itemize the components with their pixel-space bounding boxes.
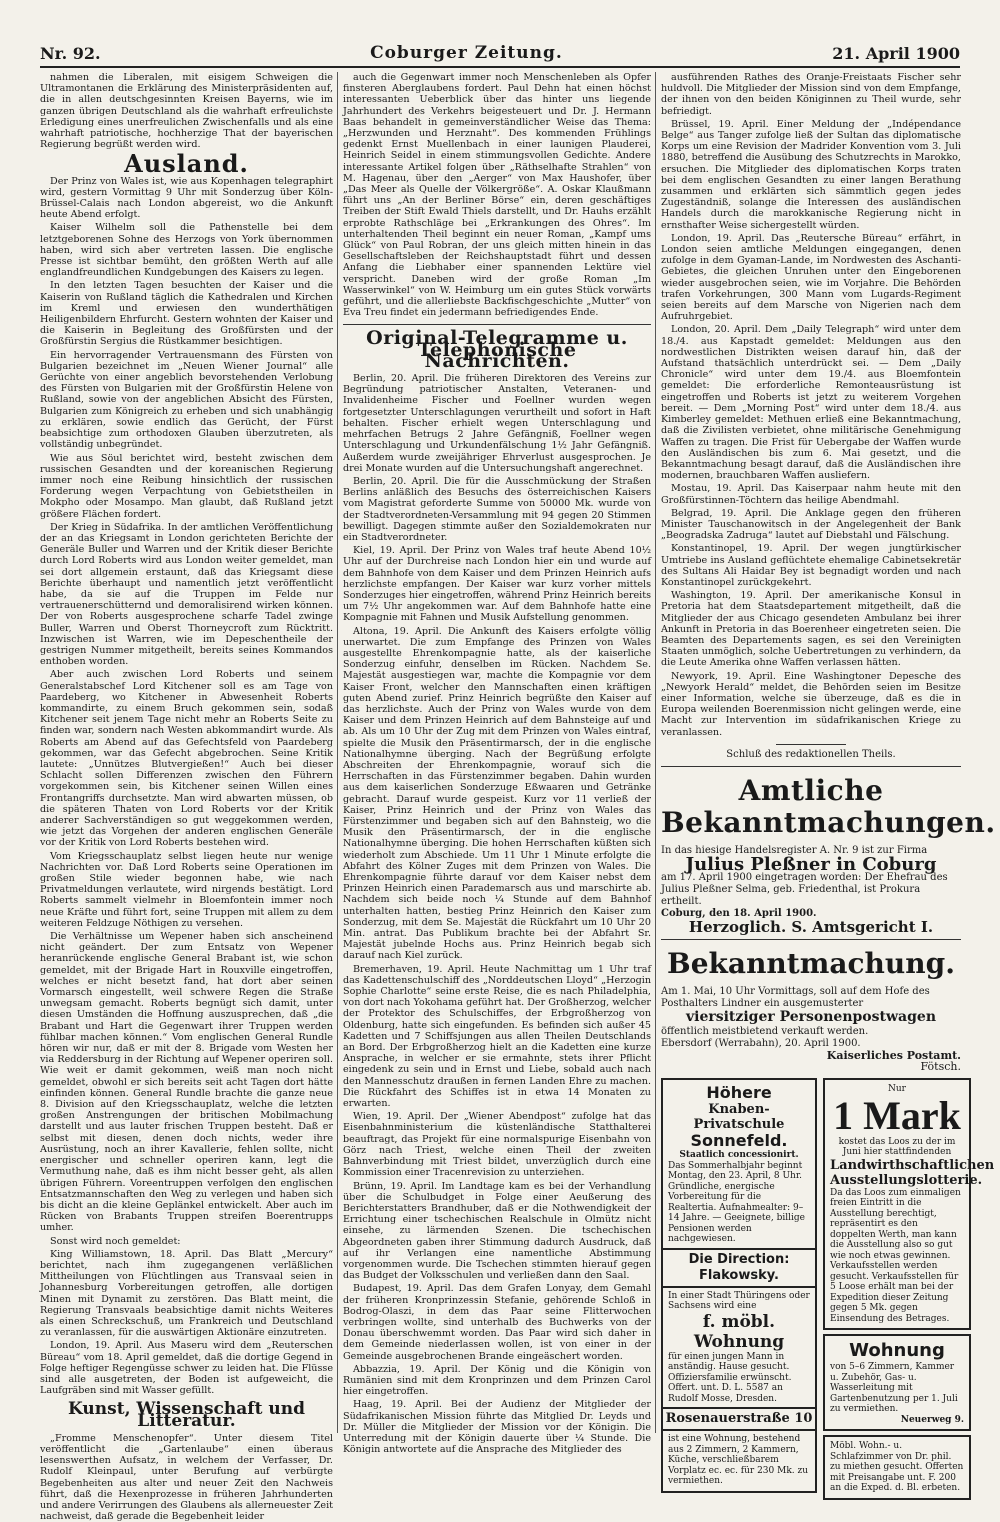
telegram-item: London, 20. April. Dem „Daily Telegraph“ wird unter dem 18./4. aus Kapstadt gemeldet: Meldungen aus den nordwestlichen Distrikten weisen darauf hin, daß der Aufstand thatsächlich unterdrückt sei. — Dem „Daily Chronicle“ wird unter dem 19./4. aus Bloemfontein gemeldet: Die erforderliche Remonteausrüstung ist eingetroffen und Roberts ist jetzt zu weiterem Vorgehen bereit. — Dem „Morning Post“ wird unter dem 18./4. aus Kimberley gemeldet: Methuen erließ eine Bekanntmachung, daß die Zivilisten verbietet, ohne militärische Genehmigung Waffen zu tragen. Die Frist für Uebergabe der Waffen wurde den Ausländischen bis zum 6. Mai gesetzt, und die Bekanntmachung besagt darauf, daß die Ausländischen ihre modernen, brauchbaren Waffen ausliefern. [661, 324, 961, 482]
firm-name: Julius Pleßner in Coburg [685, 853, 937, 875]
telegram-item: Brünn, 19. April. Im Landtage kam es bei der Verhandlung über die Schulbudget in Folge einer Aeußerung des Berichterstatters Brandhuber, daß er die Nothwendigkeit der Errichtung einer tschechischen Realschule in Olmütz nicht einsehe, zu lärmenden Szenen. Die tschechischen Abgeordneten gaben ihrer Stimmung dadurch Ausdruck, daß auf ihr Verlangen eine namentliche Abstimmung vorgenommen wurde. Die Tschechen stimmten hierauf gegen das Budget der Volksschulen und verließen dann den Saal. [343, 1180, 651, 1282]
room-wanted-ad [823, 1435, 971, 1500]
auction-item: viersitziger Personenpostwagen [685, 1009, 936, 1026]
section-heading-amtliche: Amtliche Bekanntmachungen. [661, 773, 996, 839]
column-1 [40, 72, 333, 1522]
telegram-item: Bremerhaven, 19. April. Heute Nachmittag um 1 Uhr traf das Kadettenschulschiff des „Norddeutschen Lloyd“ „Herzogin Sophie Charlotte“ seine erste Reise, die es nach Philadelphia, von dort nach Yokohama geführt hat. Der Großherzog, welcher der Protektor des Schulschiffes, der Erbgroßherzog von Oldenburg, hatte sich eingefunden. Es befinden sich außer 45 Kadetten und 7 Schiffsjungen aus allen Theilen Deutschlands an Bord. Der Erbgroßherzog hielt an die Kadetten eine kurze Ansprache, in welcher er sie ermahnte, stets ihrer Pflicht eingedenk zu sein und in Ernst und Liebe, sobald auch nach den Mannesschutz draußen in fernen Landen Ehre zu machen. Die Rückfahrt des Schiffes ist in etwa 14 Monaten zu erwarten. [343, 963, 651, 1110]
telegram-item: Haag, 19. April. Bei der Audienz der Mitglieder der Südafrikanischen Mission führte das Mitglied Dr. Leyds und Dr. Müller die Mitglieder der Mission vor der Königin. Die Unterredung mit der Königin dauerte über ¼ Stunde. Die Königin antwortete auf die Ansprache des Mitglieder des [343, 1399, 651, 1456]
ad-title: Knaben-Privatschule [693, 1102, 785, 1132]
ad-body: von 5–6 Zimmern, Kammer u. Zubehör, Gas- u. Wasserleitung mit Gartenbenutzung per 1. Juli zu vermiethen. [830, 1362, 958, 1414]
notice-text: Am 1. Mai, 10 Uhr Vormittags, soll auf dem Hofe des Posthalters Lindner ein ausgemusterter [661, 986, 930, 1010]
notice-date: Ebersdorf (Werrabahn), 20. April 1900. [661, 1037, 861, 1049]
column-divider [655, 72, 656, 1433]
ad-title: Landwirthschaftlichen Ausstellungslotterie. [830, 1157, 995, 1188]
article-paragraph: Der Krieg in Südafrika. In der amtlichen Veröffentlichung der an das Kriegsamt in London gerichteten Berichte der Generäle Buller und Warren und der Kritik dieser Berichte durch Lord Roberts wird aus London weiter gemeldet, man sei dort allgemein erstaunt, daß das Kriegsamt diese Berichte überhaupt und namentlich jetzt veröffentlicht habe, da sie auf die Truppen im Felde nur vertrauenerschütternd und demoralisirend wirken können. Der von Roberts ausgesprochene scharfe Tadel zwinge Buller, Warren und Oberst Thorneycroft zum Rücktritt. Inzwischen ist Warren, wie im Depeschentheile der gestrigen Nummer mitgetheilt, bereits seines Kommandos enthoben worden. [40, 521, 333, 668]
ad-body: für einen jungen Mann in anständig. Hause gesucht. Offiziersfamilie erwünscht. Offert. unt. D. L. 5587 an Rudolf Mosse, Dresden. [668, 1351, 792, 1404]
article-paragraph: Sonst wird noch gemeldet: [50, 1235, 181, 1247]
newspaper-title: Coburger Zeitung. [370, 43, 563, 63]
article-paragraph: nahmen die Liberalen, mit eisigem Schweigen die Ultramontanen die Erklärung des Ministerpräsidenten auf, die in allen deutschgesinnten Kreisen Bayerns, wie im ganzen übrigen Deutschland als die wahrhaft erfreulichste Erledigung eines unerfreulichen Zwischenfalls und als eine wahrhaft patriotische, hochherzige That der bayerischen Regierung begrüßt werden wird. [40, 72, 333, 151]
lottery-ad [823, 1078, 995, 1330]
section-heading-bekanntmachung: Bekanntmachung. [667, 947, 955, 981]
editorial-end-note: Schluß des redaktionellen Theils. [661, 744, 961, 760]
ad-subtitle: Staatlich concessionirt. [679, 1150, 799, 1160]
section-heading-kunst: Kunst, Wissenschaft und Litteratur. [68, 1399, 305, 1431]
article-paragraph: auch die Gegenwart immer noch Menschenleben als Opfer finsteren Aberglaubens fordert. Paul Dehn hat einen höchst interessanten Ueberblick über das hinter uns liegende Jahrhundert des Verkehrs beigesteuert und Dr. J. Hermann Baas behandelt in gemeinverständlicher Weise das Thema: „Herzwunden und Herznaht“. Des kommenden Frühlings gedenkt Ernst Muellenbach in einer launigen Plauderei, Heinrich Seidel in einem stimmungsvollen Gedichte. Andere interessante Artikel folgen über „Räthselhafte Strahlen“ von M. Hagenau, über den „Aerger“ von Max Haushofer, über „Das Meer als Quelle der Völkergröße“. A. Oskar Klaußmann führt uns „An der Berliner Börse“ ein, deren geschäftiges Treiben der Stift Ewald Thiels darstellt, und Dr. Hauhs erzählt erprobte Rathschläge bei „Erkrankungen des Ohres“. Im unterhaltenden Theil beginnt ein neuer Roman, „Kampf ums Glück“ von Paul Robran, der uns gleich mitten hinein in das Gesellschaftsleben der Reichshauptstadt führt und dessen Anfang die Liebhaber einer spannenden Lektüre viel verspricht. Daneben wird der große Roman „Im Wasserwinkel“ von W. Heimburg um ein gutes Stück vorwärts geführt, und die allerliebste Backfischgeschichte „Mutter“ von Eva Treu findet ein jedermann befriedigendes Ende. [343, 72, 651, 319]
notice-text: öffentlich meistbietend verkauft werden. [661, 1025, 869, 1037]
ad-price: 1 Mark [833, 1092, 961, 1138]
column-3 [661, 72, 996, 1493]
telegram-item: Konstantinopel, 19. April. Der wegen jungtürkischer Umtriebe ins Ausland geflüchtete ehemalige Cabinetsekretär des Sultans Ali Haidar Bey ist begnadigt worden und nach Konstantinopel zurückgekehrt. [661, 543, 961, 588]
article-paragraph: Aber auch zwischen Lord Roberts und seinem Generalstabschef Lord Kitchener soll es am Tage von Paardeberg, wo Kitchener in Abwesenheit Roberts kommandirte, zu einem Bruch gekommen sein, sodaß Kitchener seit jenem Tage nicht mehr an Roberts Seite zu finden war, sondern nach Westen abkommandirt wurde. Als Roberts am Abend auf das Gefechtsfeld von Paardeberg gekommen, war das Gefecht abgebrochen. Seine Kritik lautete: „Unnützes Blutvergießen!“ Auch bei dieser Schlacht sollen Differenzen zwischen den Führern vorgekommen sein, bis Kitchener seinen Willen eines Frontangriffs durchsetzte. Man wird abwarten müssen, ob die späteren Thaten von Lord Roberts vor der Kritik anderer Sachverständigen so gut weggekommen werden, wie jetzt das Vorgehen der anderen englischen Generäle vor der Kritik von Lord Roberts bestehen wird. [40, 669, 333, 849]
section-heading-telegramme: Original-Telegramme u. Telephonische Nachrichten. [366, 327, 628, 372]
notice-text: am 17. April 1900 eingetragen worden: Der Ehefrau des Julius Pleßner Selma, geb. Friedenthal, ist Prokura ertheilt. [661, 872, 948, 908]
ad-body: Möbl. Wohn.- u. Schlafzimmer von Dr. phil. zu miethen gesucht. Offerten mit Preisangabe unt. F. 200 an die Exped. d. Bl. erbeten. [830, 1441, 964, 1493]
issue-number: Nr. 92. [40, 43, 101, 63]
ad-column-left [661, 1078, 817, 1500]
article-paragraph: Der Prinz von Wales ist, wie aus Kopenhagen telegraphirt wird, gestern Vormittag 9 Uhr mit Sonderzug über Köln-Brüssel-Calais nach London abgereist, wo die Ankunft heute Abend erfolgt. [40, 175, 333, 221]
ad-title: Höhere [706, 1083, 772, 1102]
office-signature: Kaiserliches Postamt. [826, 1048, 961, 1062]
ad-address: Neuerweg 9. [900, 1414, 964, 1425]
telegram-item: Mostau, 19. April. Das Kaiserpaar nahm heute mit den Großfürstinnen-Töchtern das heilige Abendmahl. [661, 483, 961, 506]
ad-title: Wohnung [849, 1340, 945, 1361]
telegram-item: Budapest, 19. April. Das dem Grafen Lonyay, dem Gemahl der früheren Kronprinzessin Stefanie, gehörende Schloß in Bodrog-Olaszi, in dem das Paar seine Flitterwochen verbringen wollte, sind unterhalb des Buchwerks von der Donau überschwemmt worden. Das Paar wird sich daher in dem Gemeinde niederlassen wollen, ist von einer in der Gemeinde ausgebrochenen Brande eingeäschert worden. [343, 1283, 651, 1362]
ad-body: Das Sommerhalbjahr beginnt Montag, den 23. April, 8 Uhr. Gründliche, energische Vorbereitung für die Realtertia. Aufnahmealter: 9–14 Jahre. — Geeignete, billige Pensionen werden nachgewiesen. [668, 1160, 805, 1244]
article-paragraph: King Williamstown, 18. April. Das Blatt „Mercury“ berichtet, nach ihm zugegangenen verläßlichen Mittheilungen von Flüchtlingen aus Transvaal seien in Johannesburg Vorbereitungen getroffen, alle dortigen Minen mit Dynamit zu zerstören. Das Blatt meint, die Regierung Transvaals beabsichtige damit nichts Weiteres als einen Schreckschuß, um Frankreich und Deutschland zu veranlassen, für die auswärtigen Aktionäre einzutreten. [40, 1248, 333, 1339]
ad-body: Da das Loos zum einmaligen freien Eintritt in die Ausstellung berechtigt, repräsentirt es den doppelten Werth, man kann die Ausstellung also so gut wie noch etwas gewinnen. Verkaufsstellen werden gesucht. Verkaufsstellen für 5 Loose erhält man bei der Expedition dieser Zeitung gegen 5 Mk. gegen Einsendung des Betrages. [830, 1187, 961, 1324]
ad-column-right [823, 1078, 995, 1500]
telegram-item: Newyork, 19. April. Eine Washingtoner Depesche des „Newyork Herald“ meldet, die Behörden seien im Besitze einer Information, welche sie überzeuge, daß es die in Europa weilenden Boerenmission nicht gelingen werde, eine Macht zur Intervention im südafrikanischen Kriege zu veranlassen. [661, 670, 961, 738]
ad-body: kostet das Loos zu der im Juni hier stattfindenden [838, 1136, 956, 1157]
telegram-item: Brüssel, 19. April. Einer Meldung der „Indépendance Belge“ aus Tanger zufolge ließ der Sultan das diplomatische Korps um eine Revision der Madrider Konvention vom 3. Juli 1880, betreffend die Ausübung des Schutzrechts in Marokko, ersuchen. Die Mitglieder des diplomatischen Korps traten bei dem englischen Gesandten zu einer langen Berathung zusammen und erklärten sich sämmtlich gegen jedes Zugeständniß, solange die Interessen des ausländischen Handels durch die marokkanische Regierung nicht in ernsthafter Weise sichergestellt würden. [661, 118, 961, 231]
apartment-ad [823, 1334, 971, 1431]
article-paragraph: Wie aus Söul berichtet wird, besteht zwischen dem russischen Gesandten und der koreanischen Regierung immer noch eine Reibung hinsichtlich der russischen Forderung wegen Verpachtung von Gebietstheilen in Mokpho oder Mosampo. Man glaubt, daß Rußland jetzt größere Flächen fordert. [40, 452, 333, 520]
masthead [40, 40, 960, 66]
article-paragraph: „Fromme Menschenopfer“. Unter diesem Titel veröffentlicht die „Gartenlaube“ einen überaus lesenswerthen Aufsatz, in welchem der Verfasser, Dr. Rudolf Kleinpaul, unter Berufung auf verbürgte Begebenheiten aus alter und neuer Zeit den Nachweis führt, daß die Hexenprozesse in früheren Jahrhunderten und andere Verirrungen des Glaubens als allerneuester Zeit nachweist, daß gerade die Begebenheit leider [40, 1432, 333, 1522]
advertisements [661, 1078, 995, 1500]
notice-text: In das hiesige Handelsregister A. Nr. 9 ist zur Firma [661, 844, 928, 856]
divider [661, 939, 961, 940]
article-paragraph: Die Verhältnisse um Wepener haben sich anscheinend nicht geändert. Der zum Entsatz von Wepener heranrückende englische General Brabant ist, wie schon gemeldet, mit der Brigade Hart in Rouxville eingetroffen, welches er nicht besetzt fand, hat dort aber seinen Vormarsch eingestellt, weil schwere Regen die Straße unwegsam gemacht. Roberts begnügt sich damit, unter diesen Umständen die Hoffnung auszusprechen, daß „die Brabant und Hart die Gegenwart ihrer Truppen werden fühlbar machen können.“ Vom englischen General Rundle hören wir nur, daß er mit der 8. Brigade vom Westen her via Reddersburg in der Richtung auf Wepener operiren soll. Wie weit er damit gekommen, weiß man noch nicht gemeldet, obwohl er sich bereits seit acht Tagen dort hätte einfinden können. General Rundle brachte die ganze neue 8. Division auf den Kriegsschauplatz, welche die letzten großen Anstrengungen der britischen Mobilmachung darstellt und aus lauter frischen Truppen besteht. Daß er selbst mit diesen, denen doch nichts, weder ihre Ausrüstung, noch an ihrer Kavallerie, fehlen sollte, nicht energischer und schneller operiren kann, legt die Vermuthung nahe, daß es ihm nicht besser geht, als allen übrigen Führern. Voreentruppen verfolgen den englischen Entsatzmannschaften den Weg zu verlegen und haben sich bis dicht an die kleine Geplänkel entwickelt. Aber auch im Rücken von Brabants Truppen streifen Boerentrupps umher. [40, 931, 333, 1234]
telegram-item: Berlin, 20. April. Die früheren Direktoren des Vereins zur Begründung patriotischer Anstalten, Veteranen- und Invalidenheime Fischer und Foellner wurden wegen fortgesetzter Unterschlagungen verurtheilt und sofort in Haft behalten. Fischer erhielt wegen Unterschlagung und mehrfachen Betrugs 2 Jahre Gefängniß, Foellner wegen Unterschlagung und Urkundenfälschung 1½ Jahr Gefängniß. Außerdem wurde zweijähriger Ehrverlust ausgesprochen. Je drei Monate wurden auf die Untersuchungshaft angerechnet. [343, 373, 651, 474]
divider [661, 766, 961, 767]
masthead-rule [40, 66, 960, 68]
ad-body: ist eine Wohnung, bestehend aus 2 Zimmern, 2 Kammern, Küche, verschließbarem Vorplatz ec. ec. für 230 Mk. zu vermiethen. [668, 1434, 809, 1486]
telegram-item: Kiel, 19. April. Der Prinz von Wales traf heute Abend 10½ Uhr auf der Durchreise nach London hier ein und wurde auf dem Bahnhofe von dem Kaiser und dem Prinzen Heinrich aufs herzlichste empfangen. Der Kaiser war kurz vorher mittels Sonderzuges hier eingetroffen, während Prinz Heinrich bereits um 7½ Uhr angekommen war. Auf dem Bahnhofe hatte eine Kompagnie mit Fahnen und Musik Aufstellung genommen. [343, 545, 651, 624]
telegram-item: Washington, 19. April. Der amerikanische Konsul in Pretoria hat dem Staatsdepartement mitgetheilt, daß die Mitglieder der aus Chicago gesendeten Ambulanz bei ihrer Ankunft in Pretoria in das Boerenheer eingetreten seien. Die Beamten des Departements sagen, es sei den Vereinigten Staaten unmöglich, solche Uebertretungen zu verhindern, da die Leute Amerika ohne Waffen verlassen hätten. [661, 590, 961, 669]
telegram-item: Wien, 19. April. Der „Wiener Abendpost“ zufolge hat das Eisenbahnministerium die küstenländische Statthalterei beauftragt, das Projekt für eine normalspurige Eisenbahn von Görz nach Triest, welche einen Theil der zweiten Bahnverbindung mit Triest bildet, unverzüglich durch eine Kommission einer Tracenrevision zu unterziehen. [343, 1111, 651, 1179]
article-paragraph: In den letzten Tagen besuchten der Kaiser und die Kaiserin von Rußland täglich die Kathedralen und Kirchen im Kreml und erwiesen den wunderthätigen Heiligenbildern Ehrfurcht. Gestern wohnten der Kaiser und die Kaiserin in Begleitung des Großfürsten und der Großfürstin Sergius die Rüstkammer besichtigen. [40, 280, 333, 348]
telegram-item: Altona, 19. April. Die Ankunft des Kaisers erfolgte völlig unerwartet. Die zum Empfange des Prinzen von Wales ausgestellte Ehrenkompagnie hatte, als der kaiserliche Sonderzug einfuhr, denselben im Rücken. Nachdem Se. Majestät ausgestiegen war, machte die Kompagnie vor dem Kaiser Front, welcher den Mannschaften einen kräftigen guten Abend zurief. Prinz Heinrich begrüßte den Kaiser auf das herzlichste. Auch der Prinz von Wales wurde von dem Kaiser und dem Prinzen Heinrich auf dem Bahnsteige auf und ab. Als um 10 Uhr der Zug mit dem Prinzen von Wales eintraf, spielte die Musik den Präsentirmarsch, der in die englische Nationalhymne überging. Nach der Begrüßung erfolgte Abschreiten der Ehrenkompagnie, worauf sich die Herrschaften in das Fürstenzimmer begaben. Dahin wurden aus dem kaiserlichen Sonderzuge Eßwaaren und Getränke gebracht. Darauf wurde gespeist. Kurz vor 11 verließ der Kaiser, Prinz Heinrich und der Prinz von Wales das Fürstenzimmer und begaben sich auf den Bahnsteig, wo die Musik den Präsentirmarsch, der in die englische Nationalhymne überging. Die hohen Herrschaften küßten sich wiederholt zum Abschiede. Um 11 Uhr 1 Minute erfolgte die Abfahrt des Kölner Zuges mit dem Prinzen von Wales. Die Ehrenkompagnie führte darauf vor dem Kaiser nebst dem Prinzen Heinrich einen Parademarsch aus und marschirte ab. Nachdem sich beide noch ¼ Stunde auf dem Bahnhof unterhalten hatten, bestieg Prinz Heinrich den Kaiser zum Sonderzug, mit dem Se. Majestät die Rückfahrt um 10 Uhr 20 Min. antrat. Das Publikum brachte bei der Abfahrt Sr. Majestät jubelnde Hochs aus. Prinz Heinrich begab sich darauf nach Kiel zurück. [343, 625, 651, 962]
article-paragraph: Ein hervorragender Vertrauensmann des Fürsten von Bulgarien bezeichnet im „Neuen Wiener Journal“ alle Gerüchte von einer angeblich bevorstehenden Verlobung des Fürsten von Bulgarien mit der Großfürstin Helene von Rußland, sowie von der angeblichen Absicht des Fürsten, Bulgarien zum Königreich zu erheben und sich unabhängig zu erklären, sowie endlich das Gerücht, der Fürst beabsichtige zum orthodoxen Glauben überzutreten, als vollständig unbegründet. [40, 349, 333, 451]
telegram-item: ausführenden Rathes des Oranje-Freistaats Fischer sehr huldvoll. Die Mitglieder der Mission sind von dem Empfange, der ihnen von den beiden Königinnen zu Theil wurde, sehr befriedigt. [661, 72, 961, 117]
column-divider [337, 72, 338, 1433]
article-paragraph: Kaiser Wilhelm soll die Pathenstelle bei dem letztgeborenen Sohne des Herzogs von York übernommen haben, wird sich aber vertreten lassen. Die englische Presse ist sichtbar bemüht, den größten Werth auf alle englandfreundlichen Kundgebungen des Kaisers zu legen. [40, 222, 333, 279]
telegram-item: Belgrad, 19. April. Die Anklage gegen den früheren Minister Tauschanowitsch in der Angelegenheit der Bank „Beogradska Zadruga“ lautet auf Diebstahl und Fälschung. [661, 507, 961, 542]
court-signature: Herzoglich. S. Amtsgericht I. [688, 918, 934, 937]
ad-body: In einer Stadt Thüringens oder Sachsens wird eine [668, 1290, 810, 1311]
telegram-item: Berlin, 20. April. Die für die Ausschmückung der Straßen Berlins anläßlich des Besuchs des österreichischen Kaisers vom Magistrat geforderte Summe von 50000 Mk. wurde von der Stadtverordneten-Versammlung mit 94 gegen 20 Stimmen bewilligt. Dagegen stimmte außer den Sozialdemokraten nur ein Stadtverordneter. [343, 475, 651, 543]
notice-date: Coburg, den 18. April 1900. [661, 908, 817, 920]
divider [343, 324, 651, 325]
signatory: Fötsch. [920, 1059, 961, 1073]
article-paragraph: Vom Kriegsschauplatz selbst liegen heute nur wenige Nachrichten vor. Daß Lord Roberts seine Operationen im großen Stile wieder begonnen habe, wie nach Privatmeldungen verlautete, wird nirgends bestätigt. Lord Roberts sammelt vielmehr in Bloemfontein immer noch neue Kräfte und führt fort, seine Truppen mit allem zu dem weiteren Feldzuge Nöthigen zu versehen. [40, 850, 333, 929]
telegram-item: London, 19. April. Das „Reutersche Büreau“ erfährt, in London seien amtliche Meldungen eingegangen, denen zufolge in dem Gyaman-Lande, im Nordwesten des Aschanti-Gebietes, die gleichen Unruhen unter den Eingeborenen wieder ausgebrochen seien, wie im Vorjahre. Die Behörden trafen Vorkehrungen, 300 Mann vom Lugards-Regiment seien bereits auf dem Marsche von Nigerien nach dem Aufruhrgebiet. [661, 232, 961, 323]
issue-date: 21. April 1900 [832, 43, 960, 63]
ad-title: f. möbl. Wohnung [693, 1311, 785, 1352]
article-paragraph: London, 19. April. Aus Maseru wird dem „Reuterschen Büreau“ vom 18. April gemeldet, daß die dortige Gegend in Folge heftiger Regengüsse schwer zu leiden hat. Die Flüsse sind alle ausgetreten, der Boden ist aufgeweicht, die Laufgräben sind mit Wasser gefüllt. [40, 1340, 333, 1397]
ad-director: Die Direction: Flakowsky. [663, 1248, 815, 1288]
ad-title: Sonnefeld. [690, 1131, 788, 1150]
telegram-item: Abbazzia, 19. April. Der König und die Königin von Rumänien sind mit dem Kronprinzen und dem Prinzen Carol hier eingetroffen. [343, 1363, 651, 1398]
column-2 [343, 72, 651, 1456]
section-heading-ausland: Ausland. [124, 149, 249, 179]
ad-text: Nur [888, 1084, 906, 1094]
school-ad [661, 1078, 817, 1493]
ad-title: Rosenauerstraße 10 [663, 1407, 815, 1431]
